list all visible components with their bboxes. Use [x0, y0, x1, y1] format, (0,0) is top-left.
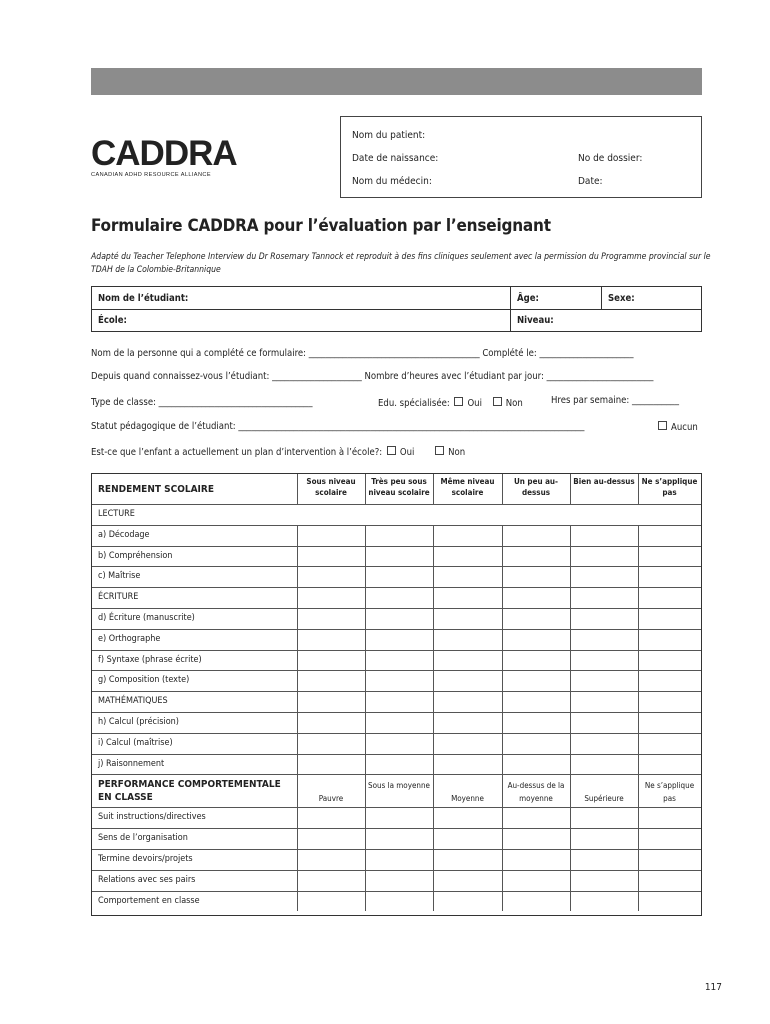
- academic-row-label: e) Orthographe: [98, 633, 161, 644]
- academic-column-header: Ne s’applique pas: [641, 477, 698, 497]
- column-divider: [297, 474, 298, 504]
- pedagogical-status-field[interactable]: Statut pédagogique de l’étudiant: _________________________________________________________________________________: [91, 421, 585, 432]
- plan-oui-label: Oui: [399, 447, 415, 458]
- column-divider: [502, 474, 503, 504]
- special-ed-label: Edu. spécialisée:: [378, 398, 450, 409]
- column-divider: [365, 774, 366, 911]
- row-divider: [92, 754, 701, 755]
- column-divider: [365, 525, 366, 775]
- row-divider: [92, 608, 701, 609]
- special-ed-group: [378, 397, 523, 409]
- column-divider: [433, 474, 434, 504]
- special-ed-non-checkbox[interactable]: [493, 397, 502, 406]
- academic-column-header: Un peu au-dessus: [513, 477, 559, 497]
- row-divider: [92, 587, 701, 588]
- column-divider: [297, 774, 298, 911]
- academic-row-label: ÉCRITURE: [98, 592, 139, 603]
- student-name-label: Nom de l’étudiant:: [98, 293, 189, 304]
- school-label: École:: [98, 315, 127, 326]
- aucun-checkbox[interactable]: [658, 421, 667, 430]
- academic-row-label: j) Raisonnement: [98, 758, 165, 769]
- row-divider: [92, 712, 701, 713]
- row-divider: [92, 870, 701, 871]
- row-divider: [92, 891, 701, 892]
- academic-row-label: b) Compréhension: [98, 550, 173, 561]
- row-divider: [92, 774, 701, 775]
- evaluation-grid: [91, 473, 702, 916]
- column-divider: [638, 774, 639, 911]
- class-type-field[interactable]: Type de classe: ____________________________________: [91, 397, 313, 408]
- caddra-logo: [91, 134, 237, 184]
- birth-date-label: Date de naissance:: [352, 153, 439, 164]
- adaptation-note: Adapté du Teacher Telephone Interview du Dr Rosemary Tannock et reproduit à des fins cliniques seulement avec la permission du Programme provincial sur le TDAH de la Colombie-Britannique: [91, 252, 711, 275]
- behavior-row-label: Suit instructions/directives: [98, 812, 206, 823]
- special-ed-oui-checkbox[interactable]: [454, 397, 463, 406]
- academic-row-label: h) Calcul (précision): [98, 717, 179, 727]
- academic-row-label: c) Maîtrise: [98, 571, 141, 582]
- academic-column-header: Même niveau scolaire: [440, 477, 495, 497]
- academic-row-label: d) Écriture (manuscrite): [98, 613, 195, 623]
- row-divider: [92, 670, 701, 671]
- column-divider: [433, 525, 434, 775]
- column-divider: [502, 774, 503, 911]
- row-divider: [92, 546, 701, 547]
- sex-label: Sexe:: [608, 293, 635, 304]
- behavior-row-label: Relations avec ses pairs: [98, 874, 196, 885]
- behavior-row-label: Sens de l’organisation: [98, 833, 188, 844]
- patient-name-label: Nom du patient:: [352, 130, 426, 141]
- intervention-plan-label: Est-ce que l’enfant a actuellement un plan d’intervention à l’école?:: [91, 447, 383, 458]
- column-divider: [297, 525, 298, 775]
- behavior-column-header: Pauvre: [318, 794, 344, 804]
- logo-mark: CADDRA: [91, 134, 237, 173]
- level-label: Niveau:: [517, 315, 554, 326]
- column-divider: [502, 525, 503, 775]
- behavior-column-header: Supérieure: [584, 794, 624, 804]
- header-band: [91, 68, 702, 95]
- behavior-row-label: Termine devoirs/projets: [98, 854, 193, 864]
- academic-column-header: Très peu sous niveau scolaire: [368, 477, 430, 497]
- row-divider: [92, 691, 701, 692]
- academic-row-label: LECTURE: [98, 509, 135, 519]
- page-number: 117: [704, 982, 722, 993]
- row-divider: [92, 849, 701, 850]
- logo-subtitle: CANADIAN ADHD RESOURCE ALLIANCE: [91, 172, 211, 178]
- student-info-table: [91, 286, 702, 332]
- column-divider: [570, 774, 571, 911]
- behavior-column-header: Moyenne: [451, 794, 484, 804]
- aucun-label: Aucun: [671, 422, 698, 433]
- non-label: Non: [505, 398, 523, 409]
- behavior-header-line1: PERFORMANCE COMPORTEMENTALE: [98, 779, 281, 791]
- behavior-row-label: Comportement en classe: [98, 895, 200, 906]
- known-since-field[interactable]: Depuis quand connaissez-vous l’étudiant: _____________________ Nombre d’heures avec l’étudiant par jour: _________________________: [91, 371, 654, 382]
- oui-label: Oui: [467, 398, 482, 409]
- column-divider: [365, 474, 366, 504]
- intervention-plan-group: [91, 446, 465, 458]
- plan-non-label: Non: [448, 447, 466, 458]
- academic-column-header: Bien au-dessus: [573, 477, 635, 486]
- plan-non-checkbox[interactable]: [435, 446, 444, 455]
- row-divider: [92, 828, 701, 829]
- date-label: Date:: [578, 176, 603, 187]
- academic-row-label: i) Calcul (maîtrise): [98, 737, 173, 748]
- column-divider: [570, 525, 571, 775]
- row-divider: [92, 650, 701, 651]
- academic-row-label: f) Syntaxe (phrase écrite): [98, 654, 202, 665]
- plan-oui-checkbox[interactable]: [387, 446, 396, 455]
- academic-column-header: Sous niveau scolaire: [306, 477, 356, 497]
- aucun-option: [656, 421, 698, 433]
- form-title: Formulaire CADDRA pour l’évaluation par l’enseignant: [91, 216, 551, 236]
- row-divider: [92, 525, 701, 526]
- column-divider: [638, 525, 639, 775]
- row-divider: [92, 629, 701, 630]
- academic-row-label: MATHÉMATIQUES: [98, 696, 168, 707]
- behavior-column-header: Sous la moyenne: [368, 781, 430, 791]
- row-divider: [92, 504, 701, 505]
- row-divider: [92, 733, 701, 734]
- age-label: Âge:: [517, 293, 539, 304]
- hours-per-week-field[interactable]: Hres par semaine: ___________: [551, 395, 679, 406]
- academic-row-label: a) Décodage: [98, 529, 150, 540]
- completed-by-field[interactable]: Nom de la personne qui a complété ce formulaire: ________________________________________ Complété le: ______________________: [91, 348, 634, 359]
- doctor-name-label: Nom du médecin:: [352, 176, 432, 187]
- file-number-label: No de dossier:: [578, 153, 643, 164]
- column-divider: [433, 774, 434, 911]
- row-divider: [92, 566, 701, 567]
- column-divider: [638, 474, 639, 504]
- row-divider: [92, 807, 701, 808]
- behavior-header-line2: EN CLASSE: [98, 792, 153, 804]
- behavior-column-header: Ne s’applique pas: [644, 781, 695, 804]
- behavior-column-header: Au-dessus de la moyenne: [507, 781, 565, 804]
- patient-info-box: [340, 116, 702, 198]
- column-divider: [570, 474, 571, 504]
- academic-section-header: RENDEMENT SCOLAIRE: [98, 484, 214, 495]
- academic-row-label: g) Composition (texte): [98, 675, 190, 686]
